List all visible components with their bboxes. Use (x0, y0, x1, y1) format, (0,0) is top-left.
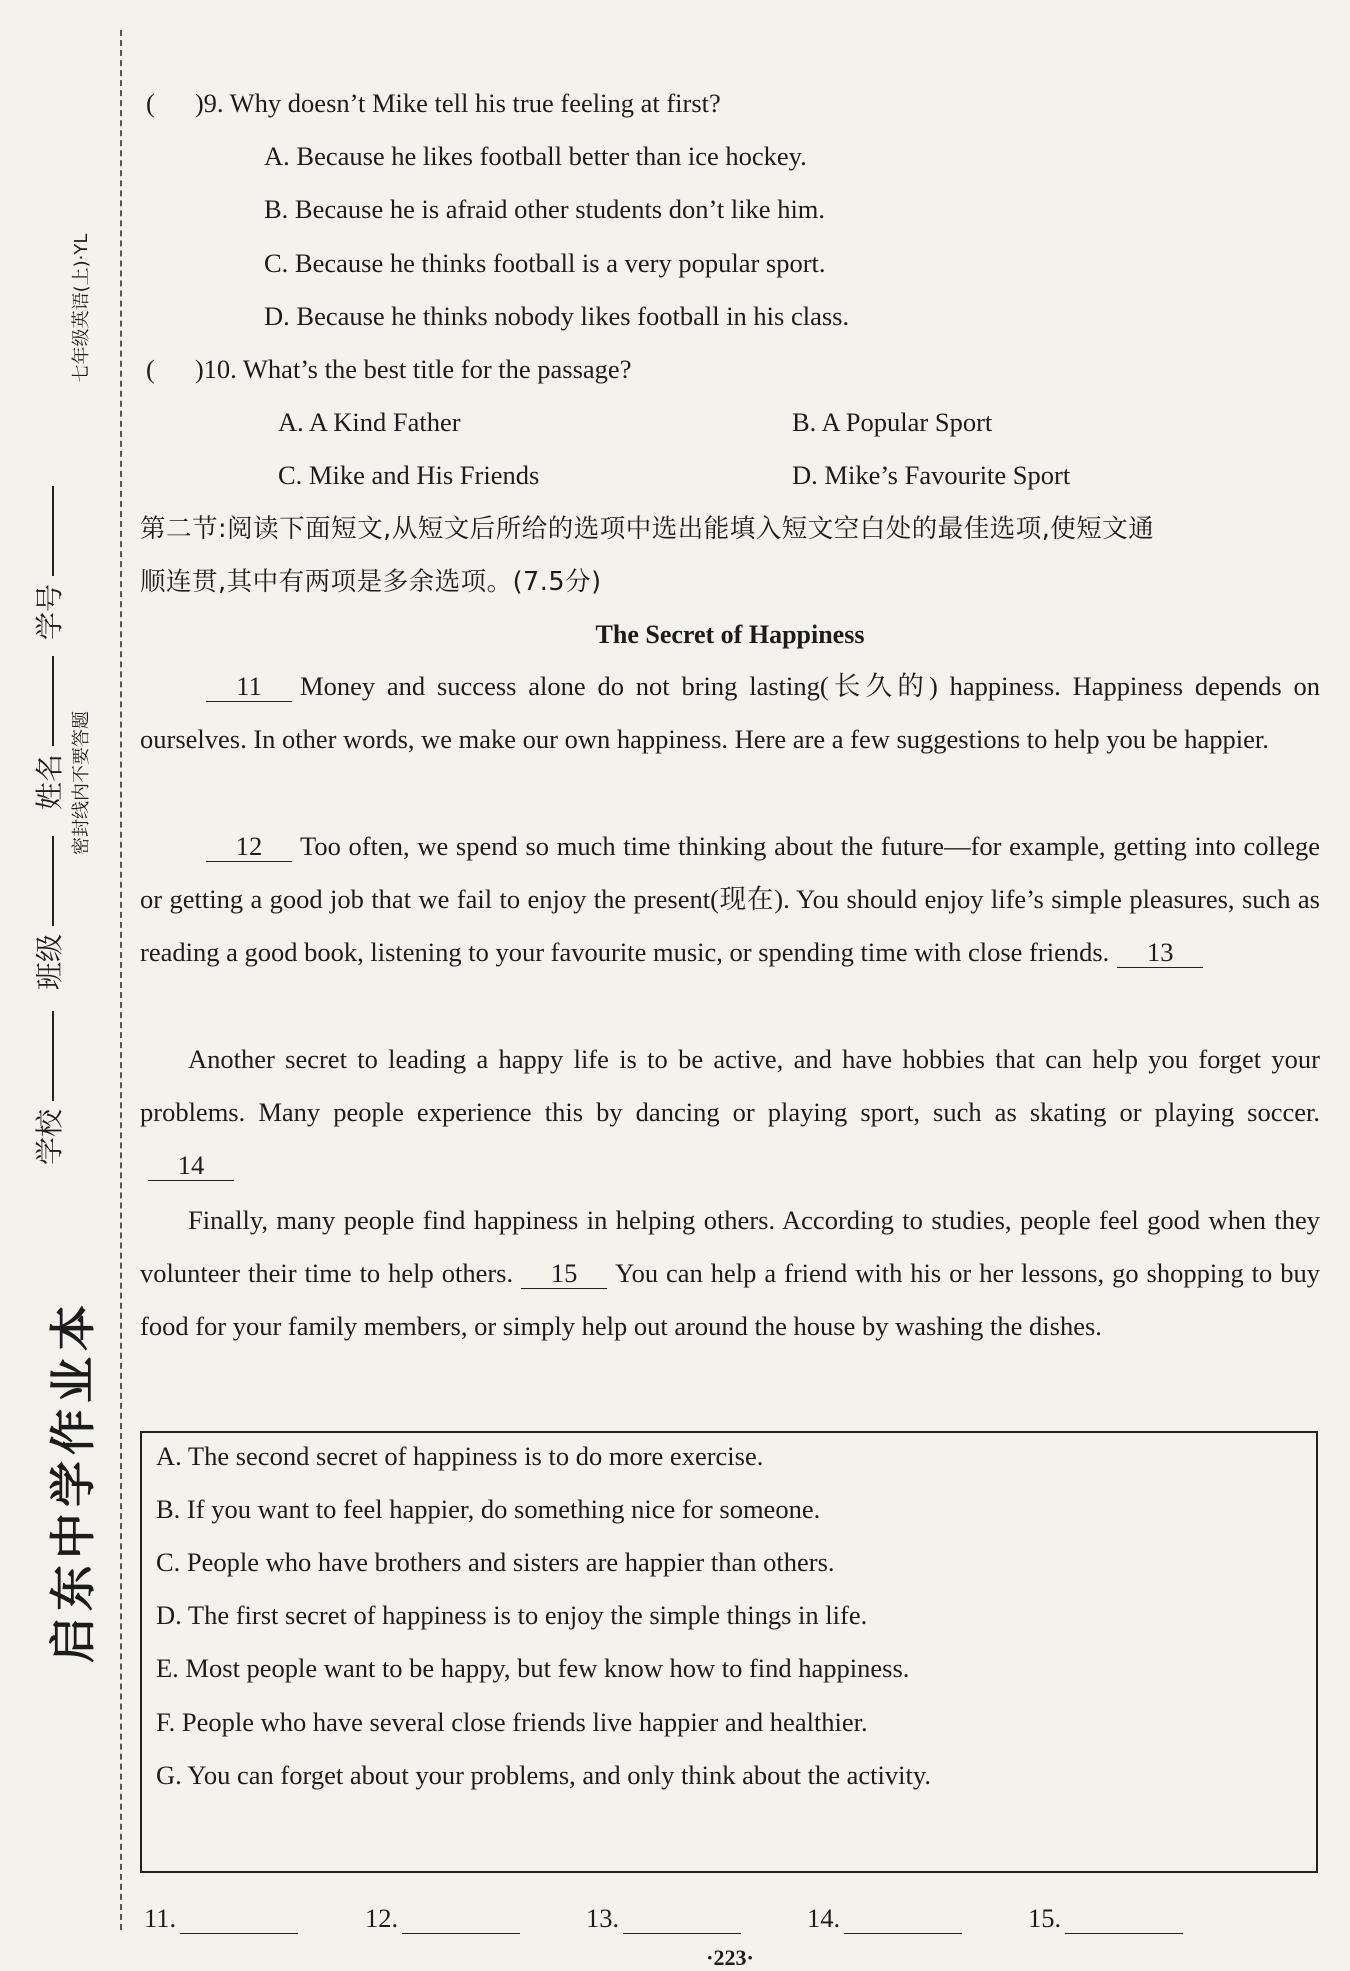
answer-blank[interactable] (623, 1907, 741, 1934)
school-field (28, 985, 68, 1165)
answer-12[interactable] (365, 1903, 520, 1934)
answer-label: 14. (807, 1903, 841, 1933)
class-label: 班级 (33, 933, 66, 990)
blank-13[interactable]: 13 (1117, 937, 1203, 968)
answer-blank[interactable] (1065, 1907, 1183, 1934)
binding-margin (0, 0, 135, 1967)
name-blank[interactable] (48, 656, 54, 746)
paragraph-text: Another secret to leading a happy life is to be active, and have hobbies that can help you forget your problems. Many people experience this by dancing or playing sport, such as skating or playing soccer. (140, 1044, 1320, 1127)
answer-label: 15. (1028, 1903, 1062, 1933)
answer-14[interactable] (807, 1903, 962, 1934)
choice-d: D. The first secret of happiness is to enjoy the simple things in life. (156, 1600, 868, 1630)
answer-bracket: ( (146, 354, 155, 384)
school-label: 学校 (33, 1108, 66, 1165)
choice-g: G. You can forget about your problems, and only think about the activity. (156, 1760, 932, 1790)
choice-f: F. People who have several close friends live happier and healthier. (156, 1707, 868, 1737)
option-9d: D. Because he thinks nobody likes football in his class. (264, 301, 850, 331)
school-name: 启东中学作业本 (46, 1299, 100, 1663)
option-10b: B. A Popular Sport (792, 407, 993, 437)
paragraph-text: Too often, we spend so much time thinking about the future—for example, getting into college or getting a good job that we fail to enjoy the present(现在). You should enjoy life’s simple pleasures, such as reading a good book, listening to your favourite music, or spending time with close friends. (140, 831, 1320, 967)
student-no-blank[interactable] (48, 486, 54, 576)
option-9a: A. Because he likes football better than ice hockey. (264, 141, 807, 171)
section-instruction-line2: 顺连贯,其中有两项是多余选项。(7.5分) (140, 567, 602, 597)
paragraph-1 (140, 660, 1320, 766)
margin-header: 七年级英语(上)·YL (71, 233, 92, 383)
question-stem: )10. What’s the best title for the passage? (194, 354, 632, 384)
answer-row (140, 1903, 1320, 1943)
blank-11[interactable]: 11 (206, 671, 292, 702)
answer-15[interactable] (1028, 1903, 1183, 1934)
choice-c: C. People who have brothers and sisters are happier than others. (156, 1547, 835, 1577)
choice-e: E. Most people want to be happy, but few know how to find happiness. (156, 1653, 910, 1683)
section-instruction-line1: 第二节:阅读下面短文,从短文后所给的选项中选出能填入短文空白处的最佳选项,使短文通 (140, 514, 1155, 544)
paragraph-4 (140, 1194, 1320, 1353)
student-no-label: 学号 (33, 583, 66, 640)
class-blank[interactable] (48, 836, 54, 926)
answer-label: 13. (586, 1903, 620, 1933)
class-field (28, 810, 68, 990)
answer-blank[interactable] (844, 1907, 962, 1934)
seal-dashed-line (120, 30, 122, 1930)
passage-title: The Secret of Happiness (595, 620, 865, 649)
question-stem: )9. Why doesn’t Mike tell his true feeling at first? (194, 88, 721, 118)
student-no-field (28, 460, 68, 640)
paragraph-text: You can help a friend with his or her lessons, go shopping to buy food for your family members, or simply help out around the house by washing the dishes. (140, 1258, 1320, 1341)
option-10c: C. Mike and His Friends (278, 460, 540, 490)
answer-13[interactable] (586, 1903, 741, 1934)
answer-label: 11. (144, 1903, 177, 1933)
option-9b: B. Because he is afraid other students don’t like him. (264, 194, 826, 224)
seal-warning: 密封线内不要答题 (71, 711, 92, 855)
answer-blank[interactable] (402, 1907, 520, 1934)
blank-15[interactable]: 15 (521, 1258, 607, 1289)
question-9 (146, 86, 721, 120)
answer-11[interactable] (144, 1903, 298, 1934)
paragraph-3 (140, 1033, 1320, 1192)
paragraph-text: Finally, many people find happiness in helping others. According to studies, people feel good when they volunteer their time to help others. (140, 1205, 1320, 1288)
answer-label: 12. (365, 1903, 399, 1933)
option-9c: C. Because he thinks football is a very popular sport. (264, 248, 826, 278)
choice-b: B. If you want to feel happier, do something nice for someone. (156, 1494, 821, 1524)
choice-a: A. The second secret of happiness is to do more exercise. (156, 1441, 764, 1471)
option-10d: D. Mike’s Favourite Sport (792, 460, 1071, 490)
paragraph-text: Money and success alone do not bring lasting(长久的) happiness. Happiness depends on ourselves. In other words, we make our own happiness. Here are a few suggestions to help you be happier. (140, 671, 1320, 754)
answer-blank[interactable] (180, 1907, 298, 1934)
blank-14[interactable]: 14 (148, 1150, 234, 1181)
option-10a: A. A Kind Father (278, 407, 461, 437)
name-field (28, 630, 68, 810)
options-box (140, 1431, 1318, 1873)
answer-bracket: ( (146, 88, 155, 118)
page-number: ·223· (706, 1945, 754, 1970)
blank-12[interactable]: 12 (206, 831, 292, 862)
name-label: 姓名 (33, 753, 66, 810)
question-10 (146, 352, 631, 386)
paragraph-2 (140, 820, 1320, 979)
school-blank[interactable] (48, 1011, 54, 1101)
